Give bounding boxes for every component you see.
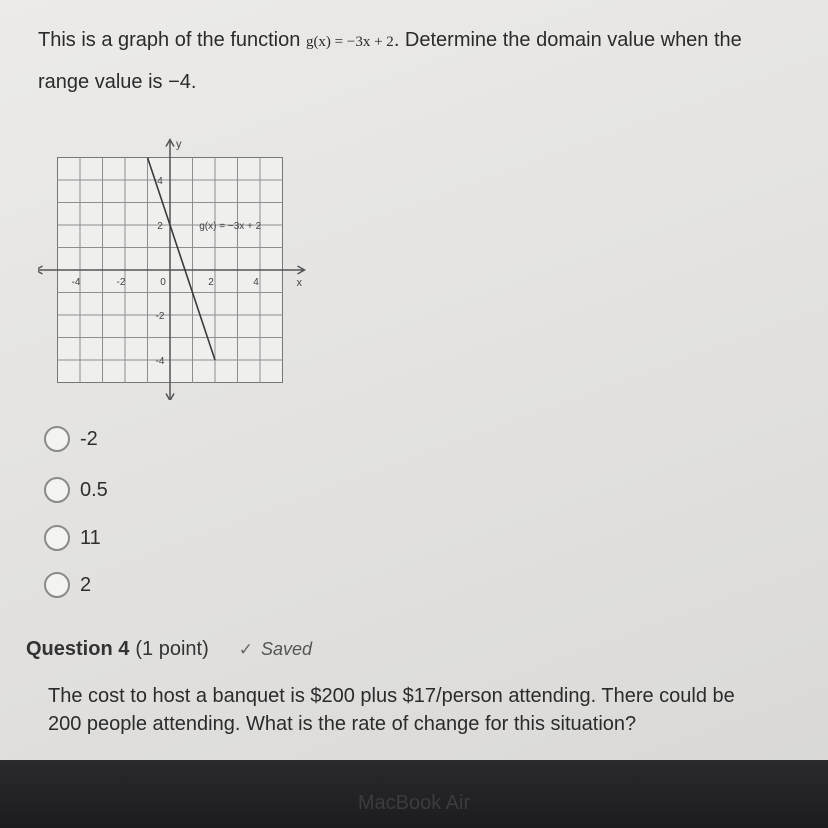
- function-label: g(x) = −3x + 2: [199, 221, 262, 232]
- radio-button[interactable]: [44, 477, 70, 503]
- question-4-title: Question 4: [26, 638, 130, 660]
- laptop-brand-label: MacBook Air: [357, 792, 471, 814]
- y-tick-label: -2: [155, 311, 165, 322]
- choice-label: 0.5: [80, 478, 108, 501]
- choice-label: 11: [80, 526, 101, 549]
- function-expression: g(x) = −3x + 2: [305, 34, 394, 50]
- question-line-2: range value is −4.: [38, 71, 197, 93]
- choice-option-1[interactable]: [44, 422, 98, 456]
- question-4-header: [26, 638, 312, 661]
- function-graph: [38, 120, 328, 400]
- saved-status: [239, 639, 312, 660]
- question-text-start: This is a graph of the function: [38, 29, 306, 51]
- x-tick-label: -4: [71, 277, 81, 288]
- question-text-end: . Determine the domain value when the: [393, 29, 742, 51]
- choice-option-4[interactable]: [44, 568, 91, 602]
- y-tick-label: 2: [157, 221, 163, 232]
- saved-label: Saved: [260, 639, 313, 659]
- radio-button[interactable]: [44, 525, 70, 551]
- question-4-line-1: The cost to host a banquet is $200 plus $17/person attending. There could be: [48, 685, 735, 707]
- x-axis-label: x: [296, 277, 302, 289]
- x-tick-label: 0: [160, 277, 166, 288]
- choice-label: 2: [80, 573, 92, 596]
- choice-option-2[interactable]: [44, 473, 108, 507]
- radio-button[interactable]: [44, 572, 70, 598]
- y-tick-label: -4: [155, 356, 165, 367]
- radio-button[interactable]: [44, 426, 70, 452]
- question-4-text: [48, 682, 828, 738]
- y-tick-label: 4: [157, 176, 163, 187]
- x-tick-label: -2: [116, 277, 126, 288]
- y-axis-label: y: [176, 138, 182, 151]
- x-tick-label: 2: [208, 277, 214, 288]
- question-line-1: [38, 20, 828, 62]
- choice-label: -2: [80, 427, 98, 450]
- checkmark-icon: ✓: [238, 639, 253, 659]
- question-3-text: [38, 20, 828, 102]
- question-4-points: (1 point): [135, 638, 209, 660]
- question-4-line-2: 200 people attending. What is the rate of change for this situation?: [48, 713, 637, 735]
- x-tick-label: 4: [253, 277, 259, 288]
- choice-option-3[interactable]: [44, 521, 101, 555]
